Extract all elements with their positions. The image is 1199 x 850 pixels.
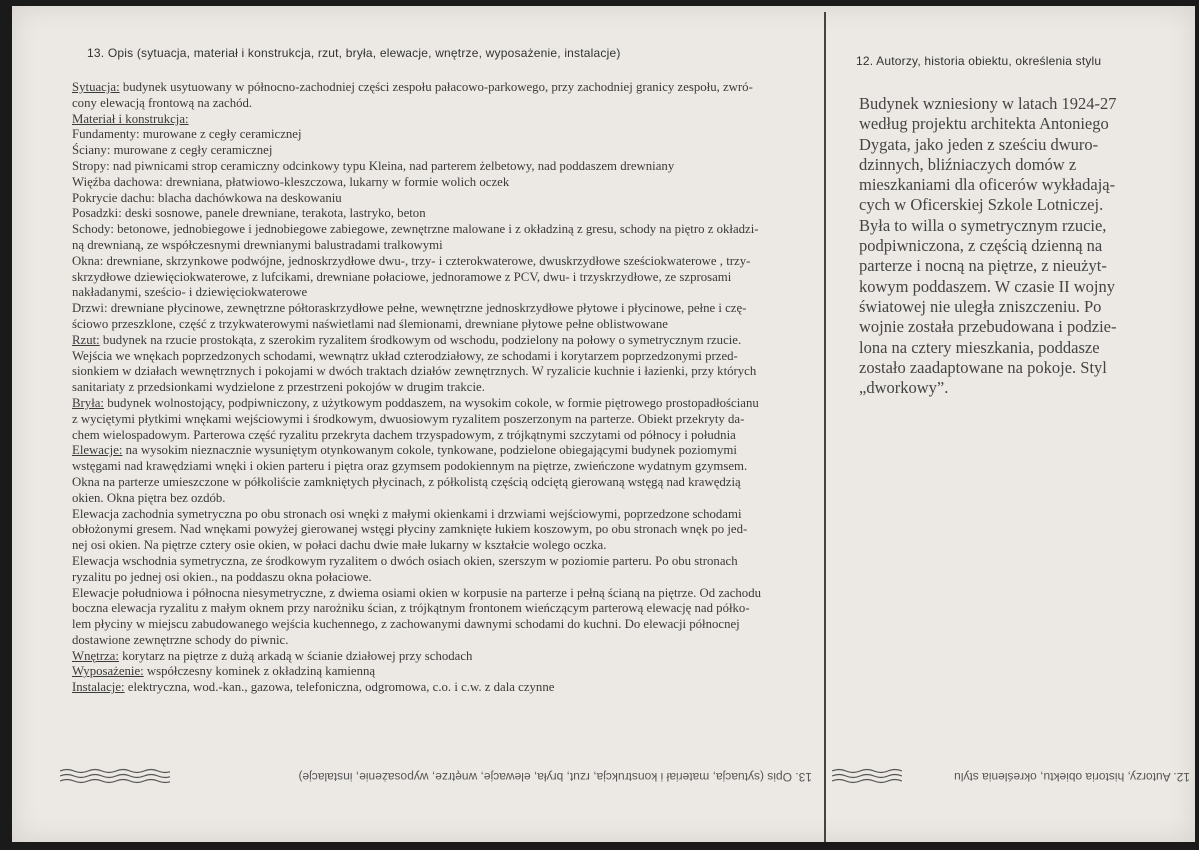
history-line: Dygata, jako jeden z sześciu dwuro- (859, 134, 1099, 154)
field-text: okien. Okna piętra bez ozdób. (72, 490, 226, 505)
description-line (72, 112, 822, 128)
description-line (72, 428, 822, 444)
field-text: budynek wolnostojący, podpiwniczony, z użytkowym poddaszem, na wysokim cokole, w formie piętrowego prostopadłościanu (104, 395, 759, 410)
history-line: cych w Oficerskiej Szkole Lotniczej. (859, 195, 1104, 215)
description-line (72, 601, 822, 617)
description-line (72, 380, 822, 396)
description-line (72, 238, 822, 254)
description-line (72, 396, 822, 412)
description-line (72, 649, 822, 665)
description-line (72, 206, 822, 222)
field-label: Wyposażenie: (72, 664, 144, 679)
description-line (72, 175, 822, 191)
field-text: dostawione zewnętrzne schody do piwnic. (72, 632, 289, 647)
description-line (72, 317, 822, 333)
description-text-block (72, 80, 822, 696)
description-line (72, 270, 822, 286)
field-label: Materiał i konstrukcja: (72, 111, 189, 126)
description-line (72, 333, 822, 349)
field-text: z wyciętymi płytkimi wnękami wejściowymi i środkowym, dwuosiowym ryzalitem poszerzonym na parterze. Obiekt przekryty da- (72, 411, 745, 426)
field-text: na wysokim nieznacznie wysuniętym otynkowanym cokole, tynkowane, podzielone obiegającymi budynek poziomymi (122, 443, 737, 458)
field-text: Drzwi: drewniane płycinowe, zewnętrzne półtoraskrzydłowe pełne, wewnętrzne jednoskrzydłowe płytowe i płycinowe, pełne i czę- (72, 301, 747, 316)
description-line (72, 538, 822, 554)
description-line (72, 522, 822, 538)
field-text: chem wielospadowym. Parterowa część ryzalitu przekryta dachem trzyspadowym, z trójkątnymi szczytami od północy i południa (72, 427, 736, 442)
field-text: boczna elewacja ryzalitu z małym oknem przy narożniku ścian, z trójkątnym frontonem wieńczącym parterową elewację nad półko- (72, 601, 750, 616)
history-line: podpiwniczona, z częścią dzienną na (859, 236, 1103, 256)
history-line: kowym poddaszem. W czasie II wojny (859, 276, 1115, 296)
history-line: wojnie została przebudowana i podzie- (859, 317, 1117, 337)
field-text: Wejścia we wnękach poprzedzonych schodami, wewnątrz układ czterodziałowy, ze schodami i korytarzem poprzedzonymi przed- (72, 348, 738, 363)
field-text: wstęgami nad krawędziami wnęki i okien parteru i piętra oraz gzymsem podokiennym na piętrze, zwieńczone wydatnym gzymsem. (72, 459, 748, 474)
field-text: korytarz na piętrze z dużą arkadą w ścianie działowej przy schodach (118, 648, 473, 663)
wavy-lines-decoration (60, 768, 170, 784)
history-line: lona na cztery mieszkania, poddasze (859, 337, 1100, 357)
description-line (72, 349, 822, 365)
field-text: Stropy: nad piwnicami strop ceramiczny odcinkowy typu Kleina, nad parterem żelbetowy, nad poddaszem drewniany (72, 158, 675, 173)
description-line (72, 222, 822, 238)
description-line (72, 127, 822, 143)
field-text: sionkiem w działach wewnętrznych i pokojami w dwóch traktach działów zewnętrznych. W ryzalicie kuchnie i łazienki, przy których (72, 364, 757, 379)
mirrored-section-12-heading: 12. Autorzy, historia obiektu, określenia stylu (954, 770, 1190, 784)
description-line (72, 507, 822, 523)
section-13-heading: 13. Opis (sytuacja, materiał i konstrukcja, rzut, bryła, elewacje, wnętrze, wyposażenie, instalacje) (87, 46, 621, 60)
history-line: światowej nie uległa zniszczeniu. Po (859, 296, 1102, 316)
description-line (72, 554, 822, 570)
field-text: Okna na parterze umieszczone w półkoliście zamkniętych płycinach, z półkolistą częścią odciętą gierowaną wstęgą nad krawędzią (72, 474, 741, 489)
field-label: Wnętrza: (72, 648, 119, 663)
field-text: ryzalitu po jednej osi okien., na poddaszu okna połaciowe. (72, 569, 372, 584)
field-label: Bryła: (72, 395, 104, 410)
description-line (72, 570, 822, 586)
column-divider (824, 12, 826, 842)
description-line (72, 586, 822, 602)
description-line (72, 491, 822, 507)
history-line: „dworkowy”. (859, 378, 949, 398)
field-text: lem płyciny w miejscu zabudowanego wejścia kuchennego, z zachowanymi dawnymi schodami do kuchni. Do elewacji północnej (72, 617, 740, 632)
description-line (72, 80, 822, 96)
field-label: Rzut: (72, 332, 100, 347)
description-line (72, 475, 822, 491)
field-label: Sytuacja: (72, 80, 120, 94)
description-line (72, 412, 822, 428)
history-line: Budynek wzniesiony w latach 1924-27 (859, 94, 1117, 113)
field-text: obłożonymi gresem. Nad wnękami powyżej gierowanej wstęgi płyciny zamknięte łukiem koszowym, po obu stronach wnęk po jed- (72, 522, 748, 537)
document-sheet (12, 6, 1195, 842)
description-line (72, 443, 822, 459)
field-text: Ściany: murowane z cegły ceramicznej (72, 143, 273, 158)
history-line: zostało zaadaptowane na pokoje. Styl (859, 357, 1107, 377)
field-text: Elewacja wschodnia symetryczna, ze środkowym ryzalitem o dwóch osiach okien, szerszym w poziomie parteru. Po obu stronach (72, 553, 738, 568)
field-text: sanitariaty z przedsionkami wydzielone z przestrzeni pokojów w drugim trakcie. (72, 380, 485, 395)
field-text: współczesny kominek z okładziną kamienną (143, 664, 376, 679)
history-line: dzinnych, bliźniaczych domów z (859, 154, 1077, 174)
description-line (72, 680, 822, 696)
field-text: Elewacja zachodnia symetryczna po obu stronach osi wnęki z małymi okienkami i drzwiami wejściowymi, poprzedzone schodami (72, 506, 742, 521)
description-line (72, 96, 822, 112)
field-text: Posadzki: deski sosnowe, panele drewniane, terakota, lastryko, beton (72, 206, 426, 221)
field-text: nakładanymi, sześcio- i dziewięciokwaterowe (72, 285, 308, 300)
wavy-lines-decoration (832, 768, 902, 784)
description-line (72, 143, 822, 159)
field-text: ną drewnianą, ze współczesnymi drewnianymi balustradami tralkowymi (72, 237, 443, 252)
field-text: cony elewacją frontową na zachód. (72, 95, 253, 110)
field-text: budynek usytuowany w północno-zachodniej części zespołu pałacowo-parkowego, przy zachodniej granicy zespołu, zwró- (119, 80, 753, 94)
history-line: Była to willa o symetrycznym rzucie, (859, 215, 1107, 235)
field-text: Pokrycie dachu: blacha dachówkowa na deskowaniu (72, 190, 342, 205)
description-line (72, 633, 822, 649)
description-line (72, 301, 822, 317)
field-label: Instalacje: (72, 680, 125, 695)
description-line (72, 159, 822, 175)
field-label: Elewacje: (72, 443, 123, 458)
field-text: Fundamenty: murowane z cegły ceramicznej (72, 127, 302, 142)
field-text: skrzydłowe dziewięciokwaterowe, z lufcikami, drewniane połaciowe, jednoramowe z PCV, dwu- i trzyskrzydłowe, ze szprosami (72, 269, 732, 284)
field-text: budynek na rzucie prostokąta, z szerokim ryzalitem środkowym od wschodu, podzielony na połowy o symetrycznym rzucie. (99, 332, 742, 347)
history-line: parterze i nocną na piętrze, z nieużyt- (859, 256, 1107, 276)
mirrored-section-13-heading: 13. Opis (sytuacja, materiał i konstrukcja, rzut, bryła, elewacje, wnętrze, wyposażenie, instalacje) (298, 770, 812, 784)
history-line: mieszkaniami dla oficerów wykładają- (859, 175, 1116, 195)
section-12-heading: 12. Autorzy, historia obiektu, określenia stylu (856, 54, 1102, 68)
mirrored-footer (12, 754, 1195, 794)
field-text: Elewacje południowa i północna niesymetryczne, z dwiema osiami okien w korpusie na parterze i pełną ścianą na piętrze. Od zachodu (72, 585, 761, 600)
description-line (72, 459, 822, 475)
field-text: nej osi okien. Na piętrze cztery osie okien, w połaci dachu dwie małe lukarny w kształcie wolego oczka. (72, 538, 607, 553)
history-text-block (859, 94, 1139, 398)
description-line (72, 191, 822, 207)
field-text: Schody: betonowe, jednobiegowe i jednobiegowe zabiegowe, zewnętrzne malowane i z okładziną z gresu, schody na piętro z okładzi- (72, 222, 759, 237)
field-text: Okna: drewniane, skrzynkowe podwójne, jednoskrzydłowe dwu-, trzy- i czterokwaterowe, dwuskrzydłowe sześciokwaterowe , trzy- (72, 253, 751, 268)
field-text: ściowo przeszklone, część z trzykwaterowymi naświetlami nad ślemionami, drewniane płytowe pełne oblistwowane (72, 316, 668, 331)
field-text: elektryczna, wod.-kan., gazowa, telefoniczna, odgromowa, c.o. i c.w. z dala czynne (124, 680, 555, 695)
description-line (72, 364, 822, 380)
field-text: Więźba dachowa: drewniana, płatwiowo-kleszczowa, lukarny w formie wolich oczek (72, 174, 510, 189)
history-line: według projektu architekta Antoniego (859, 114, 1109, 134)
description-line (72, 664, 822, 680)
description-line (72, 617, 822, 633)
description-line (72, 285, 822, 301)
description-line (72, 254, 822, 270)
